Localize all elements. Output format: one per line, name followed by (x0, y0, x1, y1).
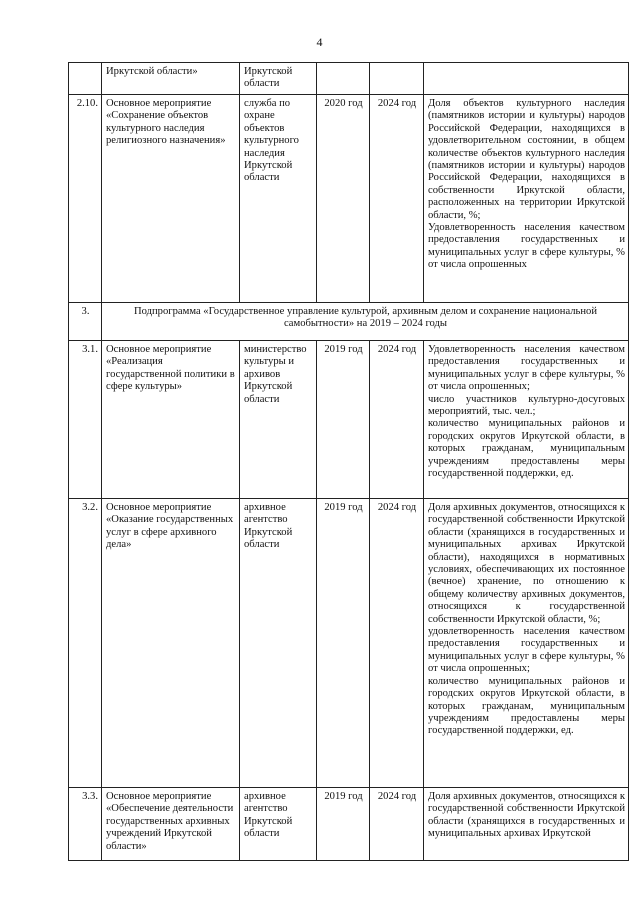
start-year: 2019 год (317, 341, 370, 499)
indicator-paragraph: Удовлетворенность населения качеством предоставления государственных и муниципальных услуг в сфере культуры, % от числа опрошенных (428, 222, 625, 271)
measure-number: 3.2. (69, 499, 102, 788)
measures-table (68, 62, 629, 861)
table-row (69, 63, 629, 95)
end-year: 2024 год (370, 95, 424, 303)
section-number: 3. (69, 303, 102, 341)
indicator-paragraph: удовлетворенность населения качеством предоставления государственных и муниципальных услуг в сфере культуры, % от числа опрошенных; (428, 626, 625, 675)
measure-name: Основное мероприятие «Обеспечение деятельности государственных архивных учреждений Иркутской области» (102, 788, 240, 861)
responsible-executor: Иркутской области (240, 63, 317, 95)
measure-number: 2.10. (69, 95, 102, 303)
section-title: Подпрограмма «Государственное управление культурой, архивным делом и сохранение национальной самобытности» на 2019 – 2024 годы (102, 303, 629, 341)
end-year: 2024 год (370, 341, 424, 499)
measure-number (69, 63, 102, 95)
target-indicators (424, 499, 629, 788)
start-year: 2020 год (317, 95, 370, 303)
responsible-executor: архивное агентство Иркутской области (240, 499, 317, 788)
table-row (69, 788, 629, 861)
page-number: 4 (316, 35, 323, 49)
indicator-paragraph: количество муниципальных районов и городских округов Иркутской области, в которых гражданам, муниципальным учреждениям предоставлены меры государственной поддержки, ед. (428, 418, 625, 480)
measure-name: Основное мероприятие «Сохранение объектов культурного наследия религиозного назначения» (102, 95, 240, 303)
indicator-paragraph: Удовлетворенность населения качеством предоставления государственных и муниципальных услуг в сфере культуры, % от числа опрошенных; (428, 344, 625, 393)
end-year: 2024 год (370, 788, 424, 861)
measure-number: 3.1. (69, 341, 102, 499)
end-year: 2024 год (370, 499, 424, 788)
measure-name: Основное мероприятие «Реализация государственной политики в сфере культуры» (102, 341, 240, 499)
table-row (69, 95, 629, 303)
responsible-executor: служба по охране объектов культурного наследия Иркутской области (240, 95, 317, 303)
indicator-paragraph: Доля архивных документов, относящихся к государственной собственности Иркутской области (хранящихся в государственных и муниципальных архивах Иркутской области), находящихся в нормативных условиях, обеспечивающих их постоянное (вечное) хранение, по отношению к общему количеству архивных документов, относящихся к государственной собственности Иркутской области, %; (428, 502, 625, 625)
start-year (317, 63, 370, 95)
start-year: 2019 год (317, 788, 370, 861)
indicator-paragraph: Доля объектов культурного наследия (памятников истории и культуры) народов Российской Федерации, находящихся в удовлетворительном состоянии, в общем количестве объектов культурного наследия (памятников истории и культуры) народов Российской Федерации, находящихся в собственности Иркутской области, расположенных на территории Иркутской области, %; (428, 98, 625, 221)
measure-name: Иркутской области» (102, 63, 240, 95)
target-indicators (424, 788, 629, 861)
indicator-paragraph: количество муниципальных районов и городских округов Иркутской области, в которых гражданам, муниципальным учреждениям предоставлены меры государственной поддержки, ед. (428, 675, 625, 737)
target-indicators (424, 95, 629, 303)
responsible-executor: министерство культуры и архивов Иркутской области (240, 341, 317, 499)
end-year (370, 63, 424, 95)
section-row (69, 303, 629, 341)
indicator-paragraph: число участников культурно-досуговых мероприятий, тыс. чел.; (428, 393, 625, 418)
start-year: 2019 год (317, 499, 370, 788)
table-row (69, 499, 629, 788)
measure-number: 3.3. (69, 788, 102, 861)
indicator-paragraph: Доля архивных документов, относящихся к государственной собственности Иркутской области (хранящихся в государственных и муниципальных архивах Иркутской (428, 791, 625, 840)
measure-name: Основное мероприятие «Оказание государственных услуг в сфере архивного дела» (102, 499, 240, 788)
table-row (69, 341, 629, 499)
target-indicators (424, 341, 629, 499)
target-indicators (424, 63, 629, 95)
responsible-executor: архивное агентство Иркутской области (240, 788, 317, 861)
